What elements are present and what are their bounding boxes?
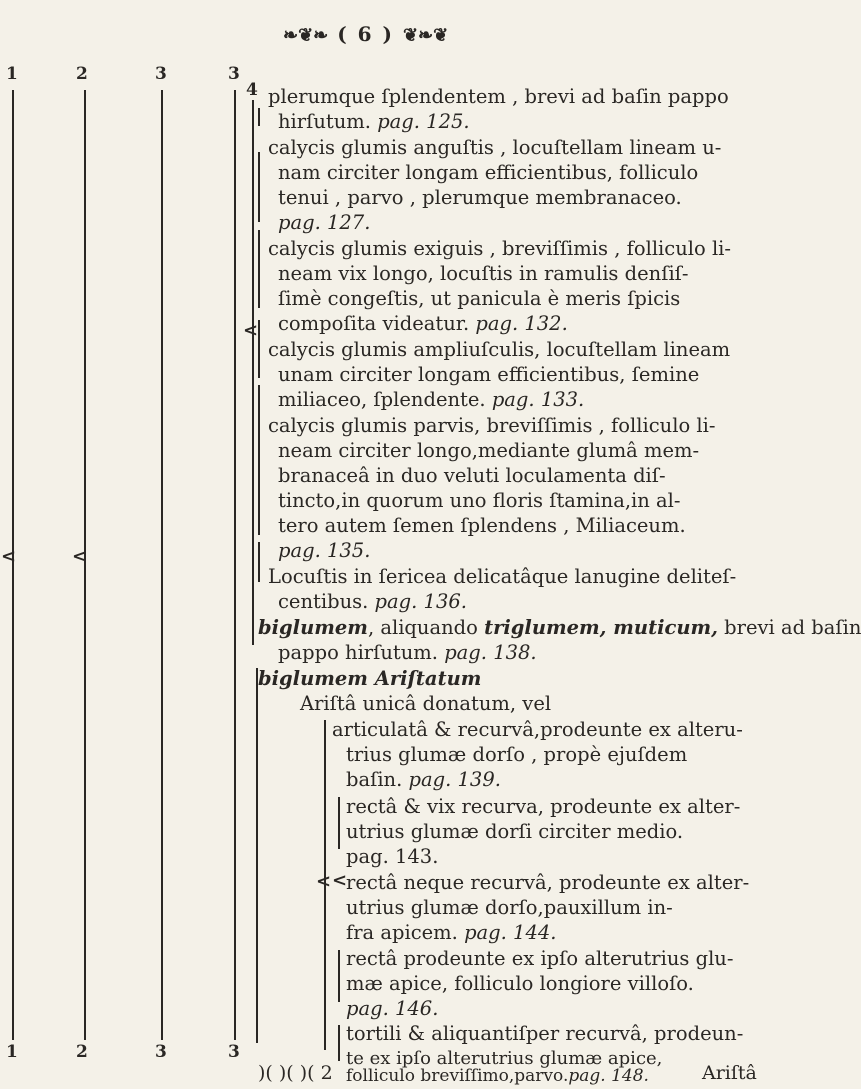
text-line: articulatâ & recurvâ,prodeunte ex alteru-: [332, 718, 743, 741]
text-line: miliaceo, ſplendente. pag. 133.: [278, 388, 585, 411]
text-line: Ariſtâ unicâ donatum, vel: [300, 692, 552, 715]
text-line: ſimè congeſtis, ut panicula è meris ſpicis: [278, 287, 681, 310]
text-line: Locuſtis in ſericea delicatâque lanugine delitеſ-: [268, 565, 737, 588]
bracket-line: [258, 542, 260, 582]
text-line: unam circiter longam efficientibus, ſemine: [278, 363, 700, 386]
text-line: tortili & aliquantiſper recurvâ, prodeun-: [346, 1022, 744, 1045]
bracket-aristatum-rail: [256, 668, 258, 1043]
bracket-line: [258, 230, 260, 308]
text-line: utrius glumæ dorſi circiter medio.: [346, 820, 684, 843]
text-line: calycis glumis ampliuſculis, locuſtellam lineam: [268, 338, 731, 361]
text-line: nam circiter longam efficientibus, folliculo: [278, 161, 699, 184]
page-number: ( 6 ): [337, 22, 394, 46]
rail-1-arrow-icon: <: [1, 546, 17, 567]
text-line: branaceâ in duo veluti loculamenta diſ-: [278, 464, 666, 487]
text-line: pag. 127.: [278, 211, 371, 234]
bracket-line: [258, 385, 260, 535]
text-line: biglumem, aliquando triglumem, muticum, brevi ad baſin: [258, 616, 861, 639]
text-line: pag. 146.: [346, 997, 439, 1020]
footer-signature: [258, 1062, 333, 1084]
rail-4-bottom-number: 3: [228, 1042, 240, 1062]
rail-1-bottom-number: 1: [6, 1042, 18, 1062]
text-line: te ex ipſo alterutrius glumæ apice,: [346, 1048, 663, 1069]
rail-3: [161, 90, 163, 1040]
bracket-line: [258, 320, 260, 378]
footer-signature-number: 2: [320, 1062, 333, 1084]
bracket-4-number: 4: [246, 80, 258, 100]
footer-marks: )( )( )(: [258, 1062, 315, 1084]
text-line: tincto,in quorum uno floris ſtamina,in al-: [278, 489, 681, 512]
bracket-line: [258, 108, 260, 126]
text-line: pag. 135.: [278, 539, 371, 562]
page-header: [283, 22, 448, 46]
text-line: neam circiter longo,mediante glumâ mem-: [278, 439, 700, 462]
bracket-4-rail: [252, 100, 254, 645]
text-line: rectâ prodeunte ex ipſo alterutrius glu-: [346, 947, 734, 970]
sub-arrow-icon: <: [332, 870, 348, 891]
rail-2-arrow-icon: <: [72, 546, 88, 567]
text-line: folliculo breviſſimo,parvo.pag. 148.: [346, 1066, 649, 1086]
text-line: neam vix longo, locuſtis in ramulis denſiſ-: [278, 262, 689, 285]
text-line: rectâ neque recurvâ, prodeunte ex alter-: [346, 871, 750, 894]
rail-3-top-number: 3: [155, 64, 167, 84]
text-line: utrius glumæ dorſo,pauxillum in-: [346, 896, 673, 919]
text-line: tenui , parvo , plerumque membranaceo.: [278, 186, 682, 209]
bracket-line: [338, 1025, 340, 1061]
text-line: trius glumæ dorſo , propè ejuſdem: [346, 743, 688, 766]
text-line: compoſita videatur. pag. 132.: [278, 312, 568, 335]
bracket-line: [258, 152, 260, 222]
text-line: mæ apice, folliculo longiore villoſo.: [346, 972, 694, 995]
text-line: tero autem ſemen ſplendens , Miliaceum.: [278, 514, 686, 537]
header-ornament-left: ❧❦❧: [283, 25, 329, 46]
bracket-4-arrow-icon: <: [243, 320, 259, 341]
text-line: plerumque ſplendentem , brevi ad baſin pappo: [268, 85, 729, 108]
bracket-arista-arrow-icon: <: [316, 871, 332, 892]
bracket-line: [338, 950, 340, 1002]
rail-4-top-number: 3: [228, 64, 240, 84]
rail-2-bottom-number: 2: [76, 1042, 88, 1062]
bracket-line: [338, 797, 340, 849]
text-line: pag. 143.: [346, 845, 439, 868]
text-line: fra apicem. pag. 144.: [346, 921, 557, 944]
text-line: centibus. pag. 136.: [278, 590, 467, 613]
rail-1-top-number: 1: [6, 64, 18, 84]
rail-2-top-number: 2: [76, 64, 88, 84]
text-line: pappo hirſutum. pag. 138.: [278, 641, 537, 664]
header-ornament-right: ❦❧❦: [402, 25, 449, 46]
catchword: Ariſtâ: [702, 1062, 757, 1084]
rail-3-bottom-number: 3: [155, 1042, 167, 1062]
text-line: calycis glumis parvis, breviſſimis , folliculo li-: [268, 414, 716, 437]
text-line: baſin. pag. 139.: [346, 768, 501, 791]
text-line: rectâ & vix recurva, prodeunte ex alter-: [346, 795, 741, 818]
text-line: calycis glumis exiguis , breviſſimis , folliculo li-: [268, 237, 732, 260]
text-line: calycis glumis anguſtis , locuſtellam lineam u-: [268, 136, 722, 159]
text-line: hirſutum. pag. 125.: [278, 110, 470, 133]
rail-4: [234, 90, 236, 1040]
text-line: biglumem Ariſtatum: [258, 667, 482, 690]
